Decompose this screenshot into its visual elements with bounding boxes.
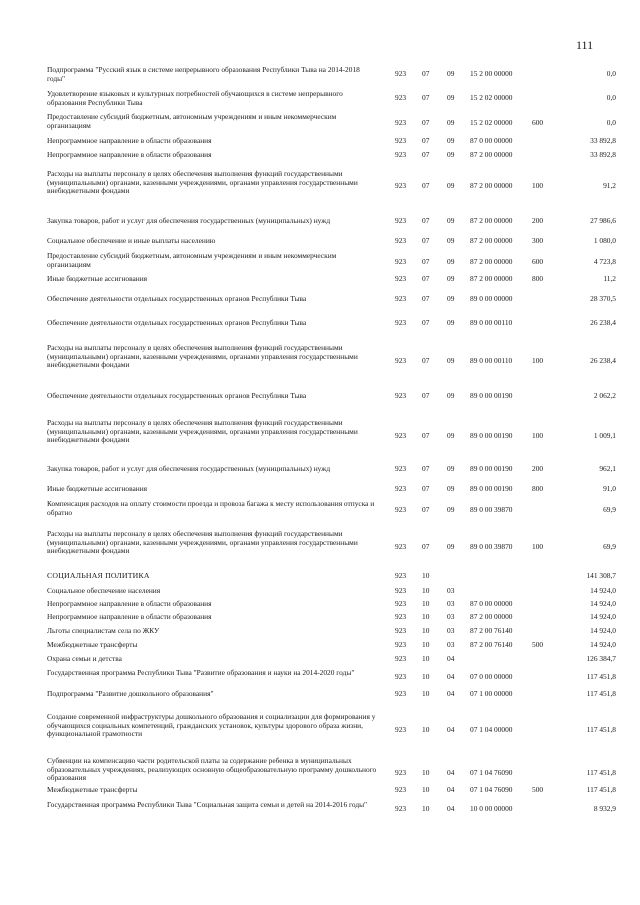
row-grbs: 923: [395, 626, 407, 635]
row-expense-type: 100: [532, 431, 544, 440]
row-target-code: 89 0 00 00000: [470, 294, 513, 303]
row-subsection: 09: [447, 464, 455, 473]
row-grbs: 923: [395, 216, 407, 225]
row-grbs: 923: [395, 236, 407, 245]
row-section: 10: [422, 804, 430, 813]
row-subsection: 09: [447, 257, 455, 266]
row-grbs: 923: [395, 93, 407, 102]
row-amount: 14 924,0: [590, 586, 616, 595]
row-amount: 0,0: [606, 69, 616, 78]
row-amount: 117 451,8: [586, 725, 616, 734]
row-name: Государственная программа Республики Тыва "Развитие образования и науки на 2014-2020 годы": [47, 668, 355, 677]
row-grbs: 923: [395, 654, 407, 663]
row-amount: 14 924,0: [590, 626, 616, 635]
row-name: Непрограммное направление в области образования: [47, 599, 212, 608]
row-grbs: 923: [395, 586, 407, 595]
row-name: Расходы на выплаты персоналу в целях обеспечения выполнения функций государственными (муниципальными) органами, казенными учреждениями, органами управления государственными внебюджетными фондами: [47, 343, 358, 370]
row-section: 10: [422, 626, 430, 635]
row-section: 10: [422, 672, 430, 681]
row-grbs: 923: [395, 431, 407, 440]
row-grbs: 923: [395, 464, 407, 473]
row-section: 07: [422, 93, 430, 102]
row-grbs: 923: [395, 804, 407, 813]
row-target-code: 07 1 00 00000: [470, 689, 513, 698]
row-grbs: 923: [395, 640, 407, 649]
row-target-code: 07 1 04 00000: [470, 725, 513, 734]
row-amount: 33 892,8: [590, 136, 616, 145]
row-subsection: 09: [447, 216, 455, 225]
row-target-code: 87 0 00 00000: [470, 599, 513, 608]
row-name: Закупка товаров, работ и услуг для обеспечения государственных (муниципальных) нужд: [47, 216, 331, 225]
row-amount: 69,9: [603, 542, 616, 551]
row-section: 10: [422, 768, 430, 777]
row-subsection: 09: [447, 356, 455, 365]
row-subsection: 09: [447, 294, 455, 303]
row-amount: 1 080,0: [593, 236, 616, 245]
row-expense-type: 500: [532, 640, 544, 649]
row-amount: 1 009,1: [593, 431, 616, 440]
row-target-code: 89 0 00 00190: [470, 431, 513, 440]
row-subsection: 03: [447, 586, 455, 595]
row-name: Расходы на выплаты персоналу в целях обеспечения выполнения функций государственными (муниципальными) органами, казенными учреждениями, органами управления государственными внебюджетными фондами: [47, 418, 358, 445]
row-amount: 26 238,4: [590, 318, 616, 327]
row-target-code: 89 0 00 39870: [470, 542, 513, 551]
row-amount: 33 892,8: [590, 150, 616, 159]
row-amount: 28 370,5: [590, 294, 616, 303]
row-section: 10: [422, 571, 430, 580]
row-subsection: 09: [447, 391, 455, 400]
row-amount: 4 723,8: [593, 257, 616, 266]
row-name: Социальное обеспечение населения: [47, 586, 161, 595]
row-section: 07: [422, 431, 430, 440]
row-target-code: 15 2 02 00000: [470, 93, 513, 102]
page-number: 111: [576, 38, 594, 52]
row-subsection: 03: [447, 640, 455, 649]
row-name: Непрограммное направление в области образования: [47, 612, 212, 621]
row-amount: 8 932,9: [593, 804, 616, 813]
row-target-code: 10 0 00 00000: [470, 804, 513, 813]
row-name: Подпрограмма "Развитие дошкольного образования": [47, 689, 214, 698]
row-expense-type: 600: [532, 257, 544, 266]
row-section: 07: [422, 318, 430, 327]
row-subsection: 09: [447, 505, 455, 514]
row-subsection: 09: [447, 318, 455, 327]
row-grbs: 923: [395, 294, 407, 303]
row-amount: 0,0: [606, 93, 616, 102]
row-grbs: 923: [395, 136, 407, 145]
row-grbs: 923: [395, 356, 407, 365]
row-target-code: 07 1 04 76090: [470, 785, 513, 794]
row-target-code: 87 2 00 00000: [470, 236, 513, 245]
row-name: Удовлетворение языковых и культурных потребностей обучающихся в системе непрерывного образования Республики Тыва: [47, 89, 343, 107]
row-section: 10: [422, 785, 430, 794]
row-section: 07: [422, 216, 430, 225]
row-name: Обеспечение деятельности отдельных государственных органов Республики Тыва: [47, 294, 307, 303]
row-amount: 0,0: [606, 118, 616, 127]
row-target-code: 87 2 00 00000: [470, 150, 513, 159]
row-target-code: 87 0 00 00000: [470, 136, 513, 145]
row-name: Льготы специалистам села по ЖКУ: [47, 626, 160, 635]
row-subsection: 04: [447, 725, 455, 734]
row-section: 07: [422, 118, 430, 127]
row-section: 07: [422, 294, 430, 303]
row-subsection: 04: [447, 689, 455, 698]
row-section: 10: [422, 654, 430, 663]
row-grbs: 923: [395, 768, 407, 777]
row-expense-type: 800: [532, 274, 544, 283]
row-name: Иные бюджетные ассигнования: [47, 274, 148, 283]
row-grbs: 923: [395, 505, 407, 514]
row-amount: 126 384,7: [586, 654, 616, 663]
row-expense-type: 800: [532, 484, 544, 493]
row-grbs: 923: [395, 69, 407, 78]
row-target-code: 89 0 00 39870: [470, 505, 513, 514]
row-target-code: 89 0 00 00110: [470, 318, 513, 327]
row-subsection: 03: [447, 612, 455, 621]
row-name: Субвенции на компенсацию части родительской платы за содержание ребенка в муниципальных образовательных учреждениях, реализующих основную общеобразовательную программу дошкольного образования: [47, 756, 377, 783]
row-expense-type: 500: [532, 785, 544, 794]
row-name: Государственная программа Республики Тыва "Социальная защита семьи и детей на 2014-2016 годы": [47, 800, 368, 809]
row-subsection: 09: [447, 274, 455, 283]
row-section: 07: [422, 181, 430, 190]
row-grbs: 923: [395, 274, 407, 283]
row-amount: 117 451,8: [586, 768, 616, 777]
row-target-code: 89 0 00 00190: [470, 391, 513, 400]
row-name: Межбюджетные трансферты: [47, 785, 138, 794]
row-name: Закупка товаров, работ и услуг для обеспечения государственных (муниципальных) нужд: [47, 464, 331, 473]
row-target-code: 87 2 00 00000: [470, 274, 513, 283]
row-name: Обеспечение деятельности отдельных государственных органов Республики Тыва: [47, 318, 307, 327]
row-name: Расходы на выплаты персоналу в целях обеспечения выполнения функций государственными (муниципальными) органами, казенными учреждениями, органами управления государственными внебюджетными фондами: [47, 529, 358, 556]
row-subsection: 09: [447, 136, 455, 145]
row-subsection: 09: [447, 542, 455, 551]
row-section: 10: [422, 612, 430, 621]
row-target-code: 89 0 00 00190: [470, 464, 513, 473]
row-name: Компенсация расходов на оплату стоимости проезда и провоза багажа к месту использования отпуска и обратно: [47, 499, 375, 517]
row-expense-type: 100: [532, 356, 544, 365]
row-expense-type: 600: [532, 118, 544, 127]
row-section: 10: [422, 586, 430, 595]
row-target-code: 15 2 00 00000: [470, 69, 513, 78]
row-target-code: 07 0 00 00000: [470, 672, 513, 681]
row-amount: 91,2: [603, 181, 616, 190]
row-section: 07: [422, 356, 430, 365]
row-target-code: 07 1 04 76090: [470, 768, 513, 777]
row-target-code: 87 2 00 76140: [470, 640, 513, 649]
row-section: 07: [422, 136, 430, 145]
row-subsection: 04: [447, 672, 455, 681]
row-grbs: 923: [395, 181, 407, 190]
row-section: 10: [422, 725, 430, 734]
row-name: Социальное обеспечение и иные выплаты населению: [47, 236, 216, 245]
row-amount: 14 924,0: [590, 640, 616, 649]
row-amount: 11,2: [603, 274, 616, 283]
row-grbs: 923: [395, 318, 407, 327]
row-name: Подпрограмма "Русский язык в системе непрерывного образования Республики Тыва на 2014-2018 годы": [47, 65, 360, 83]
row-expense-type: 100: [532, 181, 544, 190]
row-name: Обеспечение деятельности отдельных государственных органов Республики Тыва: [47, 391, 307, 400]
row-name: Расходы на выплаты персоналу в целях обеспечения выполнения функций государственными (муниципальными) органами, казенными учреждениями, органами управления государственными внебюджетными фондами: [47, 169, 358, 196]
row-expense-type: 200: [532, 464, 544, 473]
row-grbs: 923: [395, 542, 407, 551]
row-section: 07: [422, 257, 430, 266]
row-grbs: 923: [395, 150, 407, 159]
row-subsection: 09: [447, 150, 455, 159]
row-subsection: 04: [447, 654, 455, 663]
row-grbs: 923: [395, 391, 407, 400]
row-target-code: 87 2 00 00000: [470, 181, 513, 190]
row-section: 07: [422, 236, 430, 245]
row-grbs: 923: [395, 118, 407, 127]
row-amount: 117 451,8: [586, 672, 616, 681]
row-subsection: 09: [447, 484, 455, 493]
row-grbs: 923: [395, 612, 407, 621]
row-amount: 117 451,8: [586, 689, 616, 698]
row-amount: 14 924,0: [590, 612, 616, 621]
row-expense-type: 200: [532, 216, 544, 225]
row-grbs: 923: [395, 785, 407, 794]
row-section: 07: [422, 150, 430, 159]
row-grbs: 923: [395, 725, 407, 734]
row-amount: 69,9: [603, 505, 616, 514]
row-grbs: 923: [395, 672, 407, 681]
row-subsection: 03: [447, 626, 455, 635]
row-amount: 26 238,4: [590, 356, 616, 365]
row-amount: 27 986,6: [590, 216, 616, 225]
row-section: 10: [422, 640, 430, 649]
row-section: 10: [422, 689, 430, 698]
row-name: Охрана семьи и детства: [47, 654, 122, 663]
row-name: Иные бюджетные ассигнования: [47, 484, 148, 493]
row-target-code: 87 2 00 76140: [470, 626, 513, 635]
row-amount: 962,1: [599, 464, 616, 473]
row-grbs: 923: [395, 599, 407, 608]
row-subsection: 04: [447, 804, 455, 813]
row-section: 07: [422, 391, 430, 400]
row-expense-type: 300: [532, 236, 544, 245]
row-subsection: 09: [447, 69, 455, 78]
row-name: СОЦИАЛЬНАЯ ПОЛИТИКА: [47, 571, 150, 580]
row-name: Непрограммное направление в области образования: [47, 150, 212, 159]
row-subsection: 04: [447, 768, 455, 777]
row-subsection: 09: [447, 93, 455, 102]
row-target-code: 89 0 00 00190: [470, 484, 513, 493]
row-grbs: 923: [395, 689, 407, 698]
row-subsection: 04: [447, 785, 455, 794]
row-section: 10: [422, 599, 430, 608]
row-section: 07: [422, 542, 430, 551]
row-subsection: 09: [447, 181, 455, 190]
row-name: Предоставление субсидий бюджетным, автономным учреждениям и иным некоммерческим организациям: [47, 112, 337, 130]
row-section: 07: [422, 274, 430, 283]
row-target-code: 87 2 00 00000: [470, 612, 513, 621]
row-amount: 117 451,8: [586, 785, 616, 794]
row-expense-type: 100: [532, 542, 544, 551]
row-subsection: 09: [447, 431, 455, 440]
row-name: Межбюджетные трансферты: [47, 640, 138, 649]
row-target-code: 87 2 00 00000: [470, 257, 513, 266]
row-target-code: 89 0 00 00110: [470, 356, 513, 365]
row-section: 07: [422, 464, 430, 473]
row-amount: 91,0: [603, 484, 616, 493]
row-section: 07: [422, 484, 430, 493]
row-name: Предоставление субсидий бюджетным, автономным учреждениям и иным некоммерческим организациям: [47, 251, 337, 269]
row-subsection: 09: [447, 236, 455, 245]
row-grbs: 923: [395, 484, 407, 493]
row-target-code: 15 2 02 00000: [470, 118, 513, 127]
row-amount: 2 062,2: [593, 391, 616, 400]
row-grbs: 923: [395, 257, 407, 266]
row-amount: 141 308,7: [586, 571, 616, 580]
row-subsection: 03: [447, 599, 455, 608]
row-name: Создание современной инфраструктуры дошкольного образования и социализации для формирования у обучающихся социальных компетенций, гражданских установок, культуры здорового образа жизни, функциональной грамотности: [47, 712, 376, 739]
row-name: Непрограммное направление в области образования: [47, 136, 212, 145]
row-target-code: 87 2 00 00000: [470, 216, 513, 225]
row-amount: 14 924,0: [590, 599, 616, 608]
row-section: 07: [422, 505, 430, 514]
row-grbs: 923: [395, 571, 407, 580]
row-section: 07: [422, 69, 430, 78]
row-subsection: 09: [447, 118, 455, 127]
